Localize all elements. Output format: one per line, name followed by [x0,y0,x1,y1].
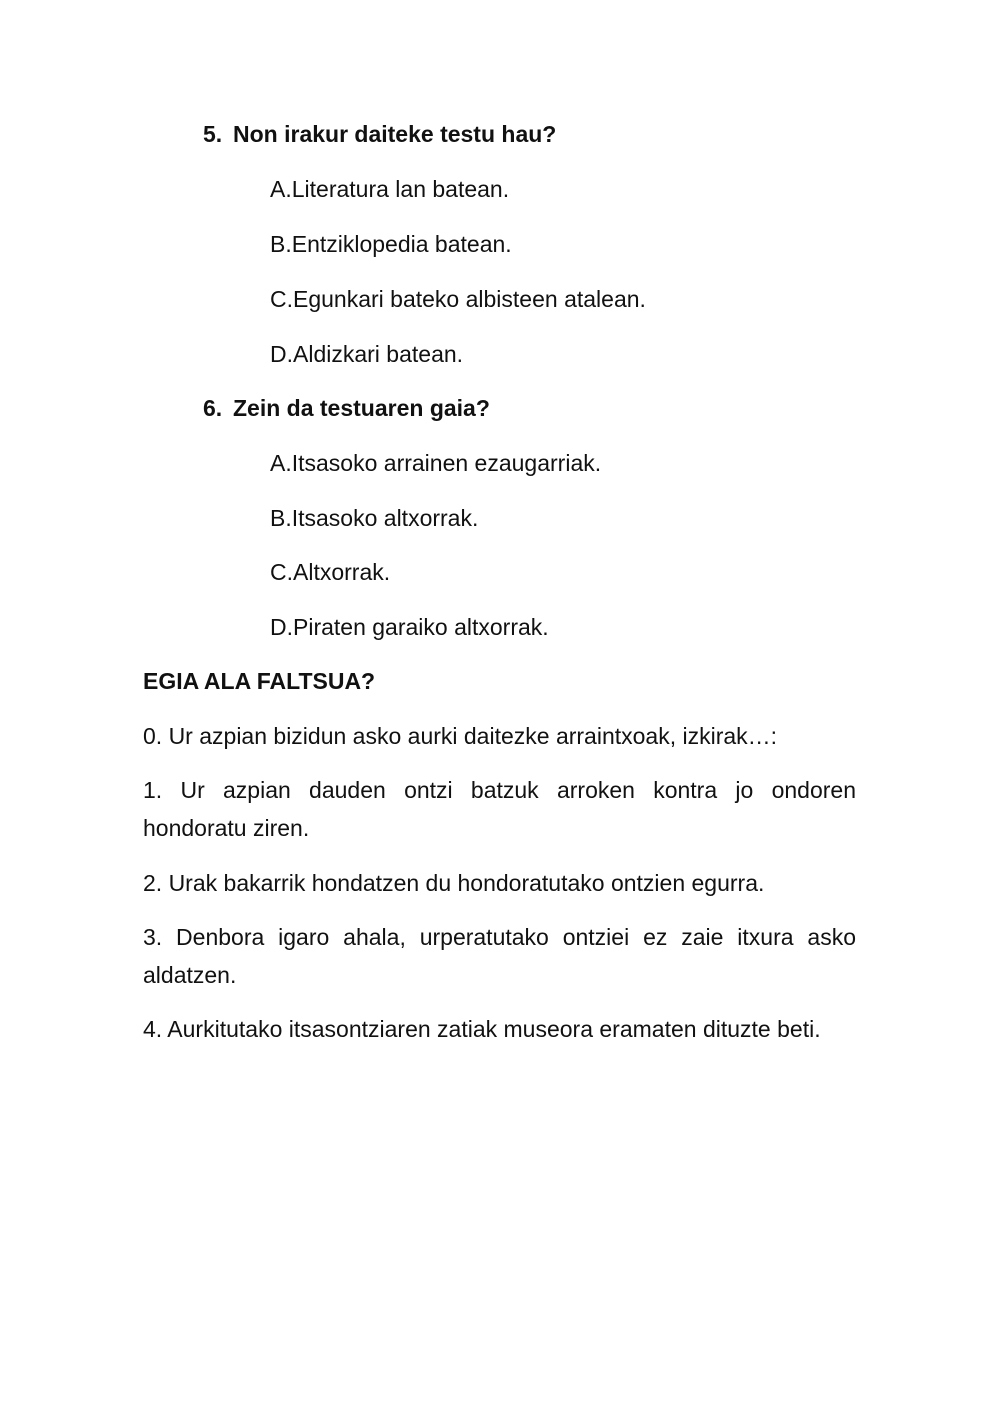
true-false-title: EGIA ALA FALTSUA? [143,668,376,694]
question-text: Non irakur daiteke testu hau? [233,121,557,147]
question-number: 5. [203,121,223,147]
statement-3: 3. Denbora igaro ahala, urperatutako ontziei ez zaie itxura asko aldatzen. [143,924,856,988]
question-number: 6. [203,395,223,421]
question-5-option-d: D.Aldizkari batean. [270,341,464,367]
question-5-option-b: B.Entziklopedia batean. [270,231,512,257]
question-5 [203,121,556,148]
question-6-option-a: A.Itsasoko arrainen ezaugarriak. [270,450,602,476]
statement-0: 0. Ur azpian bizidun asko aurki daitezke arraintxoak, izkirak…: [143,723,778,749]
question-5-option-c: C.Egunkari bateko albisteen atalean. [270,286,646,312]
statement-4: 4. Aurkitutako itsasontziaren zatiak museora eramaten dituzte beti. [143,1016,821,1042]
statement-1: 1. Ur azpian dauden ontzi batzuk arroken kontra jo ondoren hondoratu ziren. [143,777,856,841]
question-6 [203,395,490,422]
question-text: Zein da testuaren gaia? [233,395,490,421]
statement-2: 2. Urak bakarrik hondatzen du hondoratutako ontzien egurra. [143,870,765,896]
question-6-option-b: B.Itsasoko altxorrak. [270,505,479,531]
question-5-option-a: A.Literatura lan batean. [270,176,510,202]
question-6-option-d: D.Piraten garaiko altxorrak. [270,614,549,640]
question-6-option-c: C.Altxorrak. [270,559,391,585]
